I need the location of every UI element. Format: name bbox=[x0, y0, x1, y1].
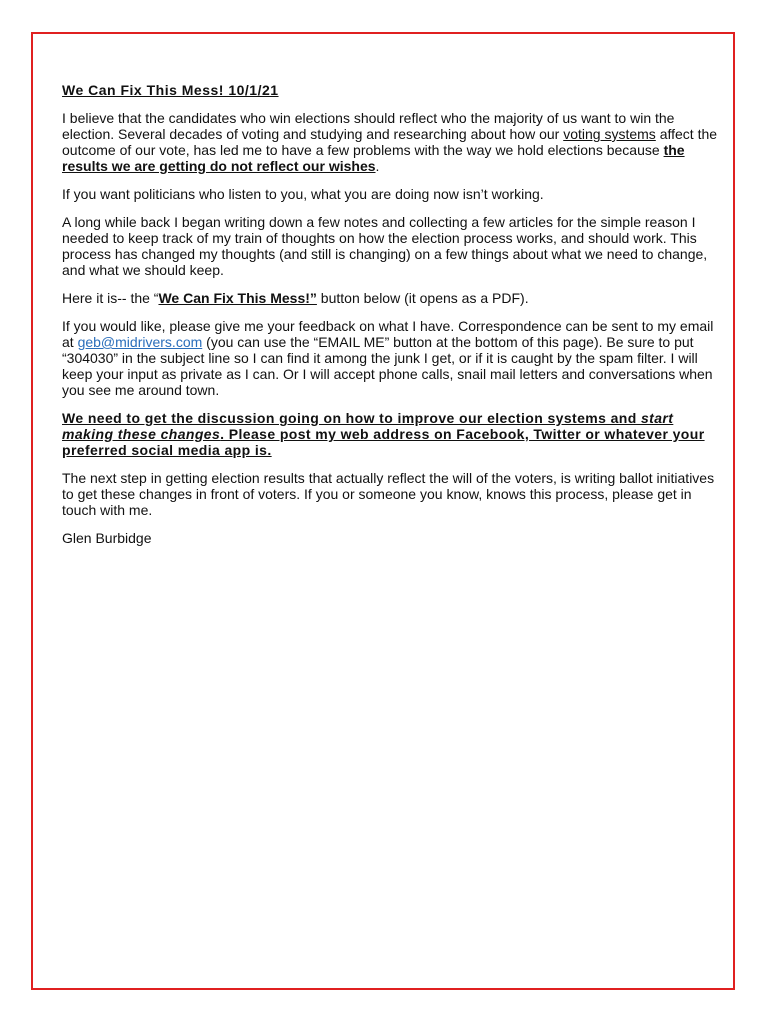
email-link[interactable]: geb@midrivers.com bbox=[77, 334, 203, 350]
voting-systems-link[interactable]: voting systems bbox=[563, 126, 656, 142]
document-title bbox=[62, 82, 724, 98]
paragraph-intro bbox=[62, 110, 724, 174]
fix-this-mess-button-ref: We Can Fix This Mess!” bbox=[158, 290, 317, 306]
paragraph-feedback bbox=[62, 318, 724, 398]
paragraph-next-step: The next step in getting election results that actually reflect the will of the voters, is writing ballot initiatives to get these changes in front of voters. If you or someone you know, knows this process, please get in touch with me. bbox=[62, 470, 715, 518]
button-ref-text-a: Here it is-- the “ bbox=[62, 290, 159, 306]
callout-text-b: . Please post my web address on Facebook, Twitter or whatever your preferred social media app is. bbox=[62, 426, 705, 458]
document-body bbox=[62, 82, 724, 558]
feedback-text-a: If you would like, please give me your feedback on what I have. Correspondence can be sent to my email at bbox=[62, 318, 714, 350]
signature: Glen Burbidge bbox=[62, 530, 152, 546]
paragraph-notes: A long while back I began writing down a few notes and collecting a few articles for the simple reason I needed to keep track of my train of thoughts on how the election process works, and should work. This process has changed my thoughts (and still is changing) on a few things about what we need to change, and what we should keep. bbox=[62, 214, 708, 278]
feedback-text-b: (you can use the “EMAIL ME” button at the bottom of this page). Be sure to put “304030” in the subject line so I can find it among the junk I get, or if it is caught by the spam filter. I will keep your input as private as I can. Or I will accept phone calls, snail mail letters and conversations when you see me around town. bbox=[62, 334, 713, 398]
emphasis-results: the results we are getting do not reflect our wishes bbox=[62, 142, 685, 174]
intro-text-b: affect the outcome of our vote, has led me to have a few problems with the way we hold elections because bbox=[62, 126, 718, 158]
title-text: We Can Fix This Mess! 10/1/21 bbox=[62, 82, 279, 98]
button-ref-text-b: button below (it opens as a PDF). bbox=[316, 290, 529, 306]
intro-text-a: I believe that the candidates who win elections should reflect who the majority of us want to win the election. Several decades of voting and studying and researching about how our bbox=[62, 110, 675, 142]
paragraph-button-ref bbox=[62, 290, 724, 306]
intro-text-c: . bbox=[375, 158, 380, 174]
paragraph-callout bbox=[62, 410, 724, 458]
callout-italic: start making these changes bbox=[62, 410, 674, 442]
callout-text-a: We need to get the discussion going on how to improve our election systems and bbox=[62, 410, 641, 426]
paragraph-politicians: If you want politicians who listen to you, what you are doing now isn’t working. bbox=[62, 186, 544, 202]
